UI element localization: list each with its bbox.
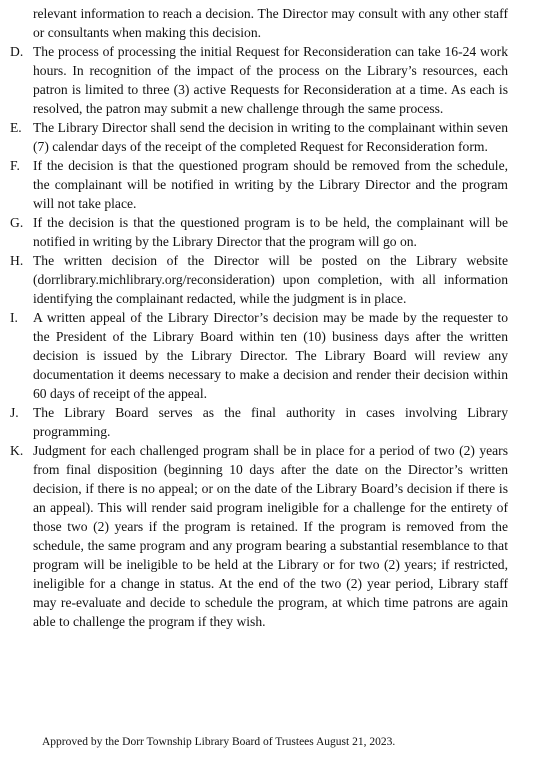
list-item bbox=[10, 213, 508, 251]
list-item bbox=[10, 441, 508, 631]
list-item-text: The process of processing the initial Request for Reconsideration can take 16-24 work hours. In recognition of the impact of the process on the Library’s resources, each patron is limited to three (3) active Requests for Reconsideration at a time. As each is resolved, the patron may submit a new challenge through the same process. bbox=[33, 44, 508, 116]
list-item-letter: E. bbox=[10, 120, 22, 135]
list-item-text: The Library Director shall send the decision in writing to the complainant within seven (7) calendar days of the receipt of the completed Request for Reconsideration form. bbox=[33, 120, 508, 154]
list-item-text: If the decision is that the questioned program is to be held, the complainant will be notified in writing by the Library Director that the program will go on. bbox=[33, 215, 508, 249]
list-item bbox=[10, 403, 508, 441]
list-item bbox=[10, 118, 508, 156]
list-item-letter: F. bbox=[10, 158, 20, 173]
list-item-letter: K. bbox=[10, 443, 24, 458]
list-item-letter: H. bbox=[10, 253, 24, 268]
list-item bbox=[10, 42, 508, 118]
list-item-text: If the decision is that the questioned program should be removed from the schedule, the complainant will be notified in writing by the Library Director and the program will not take place. bbox=[33, 158, 508, 211]
list-item-text: The Library Board serves as the final authority in cases involving Library programming. bbox=[33, 405, 508, 439]
list-item-letter: D. bbox=[10, 44, 24, 59]
approval-footer: Approved by the Dorr Township Library Board of Trustees August 21, 2023. bbox=[42, 736, 396, 748]
list-item bbox=[10, 156, 508, 213]
list-item-text: A written appeal of the Library Director’s decision may be made by the requester to the President of the Library Board within ten (10) business days after the written decision is issued by the Library Director. The Library Board will review any documentation it deems necessary to make a decision and render their decision within 60 days of receipt of the appeal. bbox=[33, 310, 508, 401]
list-item-letter: J. bbox=[10, 405, 19, 420]
list-item bbox=[10, 308, 508, 403]
list-item-letter: I. bbox=[10, 310, 18, 325]
list-item-text: The written decision of the Director will be posted on the Library website (dorrlibrary.michlibrary.org/reconsideration) upon completion, with all information identifying the complainant redacted, while the judgment is in place. bbox=[33, 253, 508, 306]
list-item-text: Judgment for each challenged program shall be in place for a period of two (2) years from final disposition (beginning 10 days after the date on the Director’s written decision, if there is no appeal; or on the date of the Library Board’s decision if there is an appeal). This will render said program ineligible for a challenge for the entirety of those two (2) years if the program is retained. If the program is removed from the schedule, the same program and any program bearing a substantial resemblance to that program will be ineligible to be held at the Library or for two (2) years; if restricted, ineligible for a change in status. At the end of the two (2) year period, Library staff may re-evaluate and decide to schedule the program, at which time patrons are again able to challenge the program if they wish. bbox=[33, 443, 508, 629]
policy-list bbox=[10, 42, 508, 631]
list-item-letter: G. bbox=[10, 215, 24, 230]
list-item bbox=[10, 251, 508, 308]
continuation-text: relevant information to reach a decision. The Director may consult with any other staff or consultants when making this decision. bbox=[33, 6, 508, 40]
